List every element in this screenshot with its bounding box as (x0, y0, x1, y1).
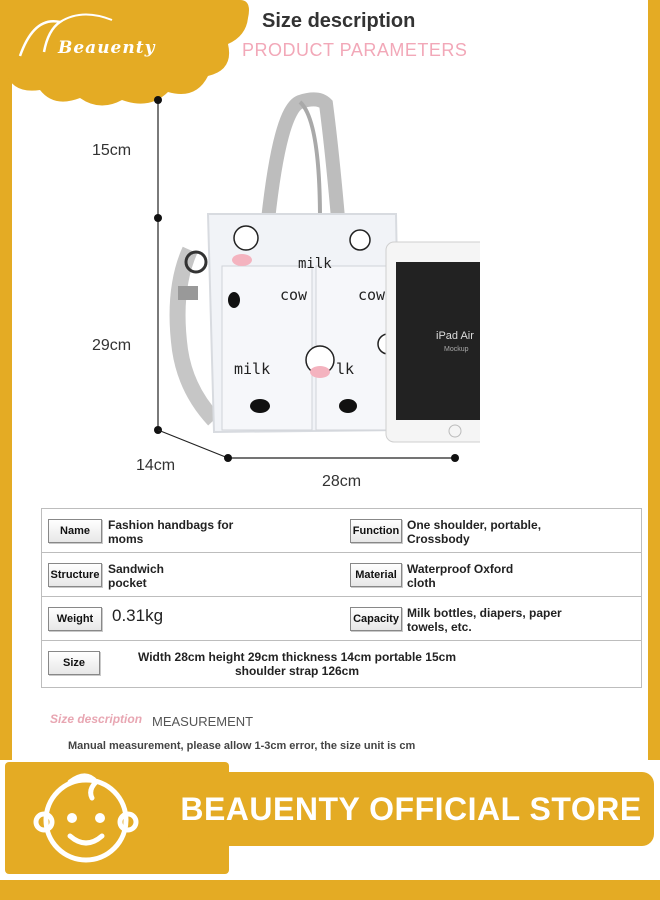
material-value: Waterproof Oxford cloth (407, 562, 514, 590)
product-image (150, 90, 480, 470)
bottom-frame (0, 880, 660, 900)
structure-value: Sandwich pocket (108, 562, 165, 590)
material-label: Material (350, 563, 402, 587)
brand-logo-text: Beauenty (58, 38, 156, 58)
size-value: Width 28cm height 29cm thickness 14cm portable 15cm shoulder strap 126cm (137, 650, 456, 678)
tablet-sublabel: Mockup (444, 346, 469, 353)
table-row (42, 509, 641, 553)
bag-print-cow-left: cow (280, 286, 308, 304)
baby-face-icon (30, 768, 142, 866)
name-value: Fashion handbags for moms (108, 518, 234, 546)
handle-height-label: 15cm (92, 142, 132, 159)
store-name: BEAUENTY OFFICIAL STORE (180, 790, 642, 827)
parameters-table (41, 508, 642, 688)
capacity-label: Capacity (350, 607, 402, 631)
measurement-note: Manual measurement, please allow 1-3cm error, the size unit is cm (68, 740, 416, 752)
size-label: Size (48, 651, 100, 675)
function-value: One shoulder, portable, Crossbody (407, 518, 542, 546)
capacity-value: Milk bottles, diapers, paper towels, etc. (407, 606, 562, 634)
tablet-label: iPad Air (436, 330, 474, 342)
name-label: Name (48, 519, 102, 543)
bag-print-lk: lk (336, 360, 355, 378)
bag-height-label: 29cm (92, 337, 132, 354)
measurement-label: MEASUREMENT (152, 714, 254, 729)
page-title: Size description (262, 10, 416, 32)
size-description-tag: Size description (50, 712, 143, 726)
table-row (42, 597, 641, 641)
width-label: 28cm (322, 473, 362, 490)
weight-label: Weight (48, 607, 102, 631)
bag-print-milk-top: milk (298, 256, 332, 272)
table-row (42, 553, 641, 597)
page-subtitle: PRODUCT PARAMETERS (242, 40, 468, 60)
bag-print-cow-right: cow (358, 286, 386, 304)
function-label: Function (350, 519, 402, 543)
table-row (42, 641, 641, 687)
weight-value: 0.31kg (112, 606, 164, 625)
store-banner[interactable] (168, 772, 654, 846)
bag-print-milk-bottom: milk (234, 360, 271, 378)
structure-label: Structure (48, 563, 102, 587)
thickness-label: 14cm (136, 457, 176, 474)
